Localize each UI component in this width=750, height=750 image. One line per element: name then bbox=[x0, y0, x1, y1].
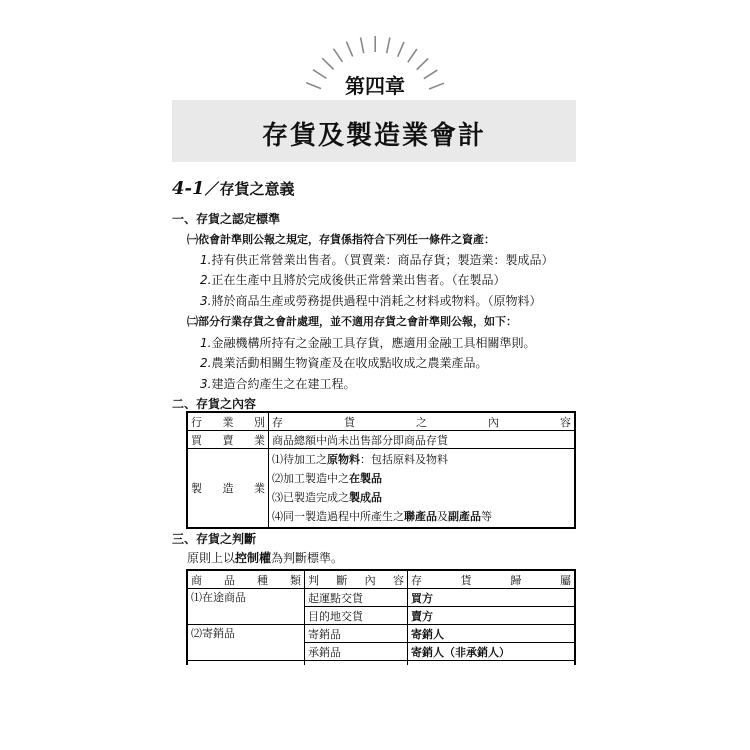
chapter-label: 第四章 bbox=[345, 74, 405, 98]
mfg-row: ⑷同一製造過程中所產生之聯產品及副產品等 bbox=[272, 510, 492, 523]
ray-line bbox=[361, 37, 364, 53]
ray-line bbox=[387, 38, 390, 54]
table-row: 買 賣 業 商品總額中尚未出售部分即商品存貨 bbox=[187, 431, 575, 449]
part2-heading: 二、存貨之內容 bbox=[172, 397, 257, 411]
list-item: 1.金融機構所持有之金融工具存貨，應適用金融工具相關準則。 bbox=[200, 336, 536, 350]
section-heading bbox=[172, 178, 295, 199]
list-item: 3.建造合約產生之在建工程。 bbox=[200, 377, 356, 391]
inventory-ownership-table bbox=[186, 569, 576, 665]
section-slash: ／ bbox=[204, 180, 220, 198]
list-item: 1.持有供正常營業出售者。（買賣業：商品存貨；製造業：製成品） bbox=[200, 253, 554, 267]
mfg-row: ⑵加工製造中之在製品 bbox=[272, 472, 382, 485]
list-item: 2.正在生產中且將於完成後供正常營業出售者。（在製品） bbox=[200, 273, 506, 287]
mfg-row: ⑴待加工之原物料：包括原料及物料 bbox=[272, 453, 448, 466]
table-row: 目的地交貨 賣方 bbox=[187, 607, 575, 625]
ray-line bbox=[417, 59, 428, 70]
list-item: 2.農業活動相關生物資產及在收成點收成之農業產品。 bbox=[200, 356, 488, 370]
title-band bbox=[172, 100, 576, 162]
table-row: 承銷品 寄銷人（非承銷人） bbox=[187, 643, 575, 661]
part1-sub2: ㈡部分行業存貨之會計處理，並不適用存貨之會計準則公報，如下： bbox=[187, 315, 517, 328]
part1-sub1: ㈠依會計準則公報之規定，存貨係指符合下列任一條件之資產： bbox=[187, 233, 495, 246]
ray-line bbox=[334, 49, 343, 62]
ray-line bbox=[322, 58, 333, 69]
table-row: ⑴在途商品 起運點交貨 買方 bbox=[187, 589, 575, 607]
table-row: 製 造 業 ⑴待加工之原物料：包括原料及物料 ⑵加工製造中之在製品 ⑶已製造完成之製成品 ⑷同一製造過程中所產生之聯產品及副產品等 bbox=[187, 449, 575, 529]
ray-line bbox=[346, 42, 352, 57]
table-row bbox=[187, 661, 575, 666]
table-header-row: 商 品 種 類 判 斷 內 容 存 貨 歸 屬 bbox=[187, 570, 575, 589]
chapter-title: 存貨及製造業會計 bbox=[261, 121, 486, 151]
part1-heading: 一、存貨之認定標準 bbox=[172, 212, 281, 226]
part3-intro: 原則上以控制權為判斷標準。 bbox=[187, 551, 344, 565]
ray-line bbox=[398, 42, 404, 57]
ray-line bbox=[408, 49, 417, 62]
table-header-row: 行 業 別 存 貨 之 內 容 bbox=[187, 412, 575, 431]
part3-heading: 三、存貨之判斷 bbox=[172, 532, 257, 546]
section-number: 4-1 bbox=[172, 178, 205, 199]
inventory-content-table bbox=[186, 411, 576, 529]
mfg-row: ⑶已製造完成之製成品 bbox=[272, 491, 382, 504]
list-item: 3.將於商品生產或勞務提供過程中消耗之材料或物料。（原物料） bbox=[200, 294, 542, 308]
table-row: ⑵寄銷品 寄銷品 寄銷人 bbox=[187, 625, 575, 643]
section-title: 存貨之意義 bbox=[219, 180, 295, 198]
